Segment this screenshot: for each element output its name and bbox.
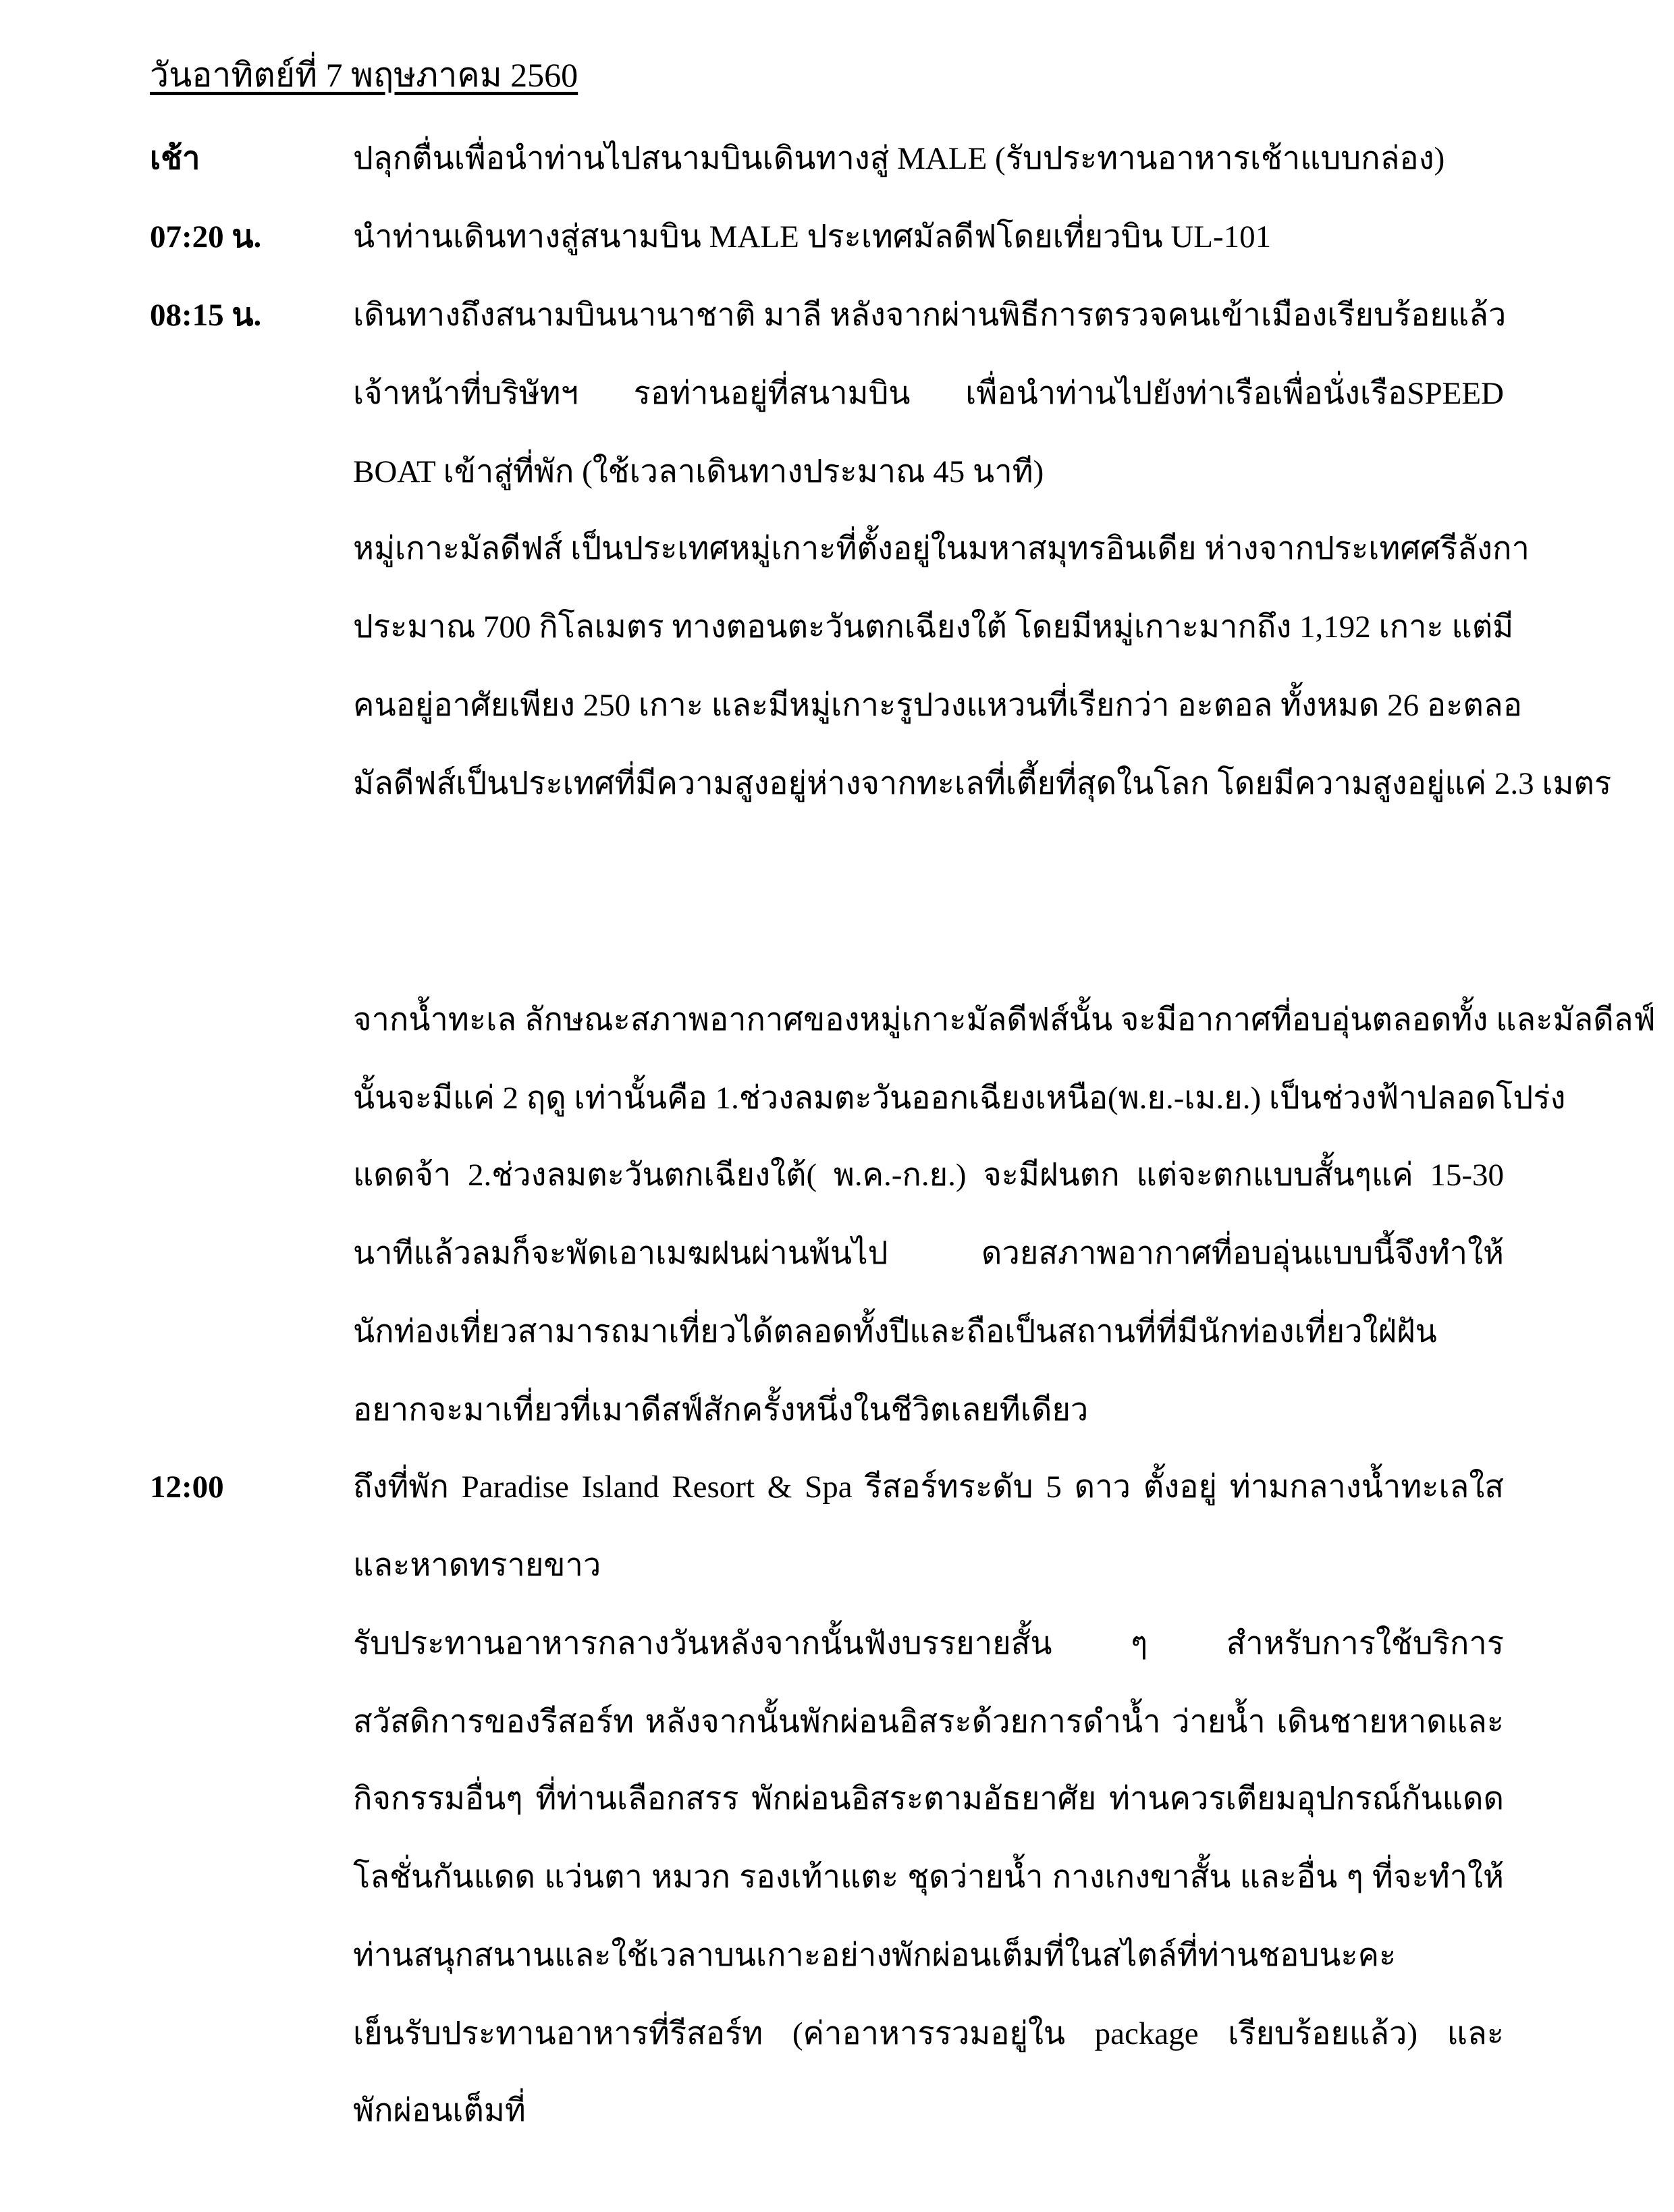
itinerary-line: นำท่านเดินทางสู่สนามบิน MALE ประเทศมัลดีฟโดยเที่ยวบิน UL-101	[353, 219, 1272, 254]
itinerary-line: ปลุกตื่นเพื่อนำท่านไปสนามบินเดินทางสู่ MALE (รับประทานอาหารเช้าแบบกล่อง)	[353, 141, 1445, 176]
itinerary-line: จากน้ำทะเล ลักษณะสภาพอากาศของหมู่เกาะมัลดีฟส์นั้น จะมีอากาศที่อบอุ่นตลอดทั้ง และมัลดีลฟ์	[353, 1002, 1656, 1037]
itinerary-line: BOAT เข้าสู่ที่พัก (ใช้เวลาเดินทางประมาณ 45 นาที)	[353, 454, 1044, 489]
itinerary-line: สวัสดิการของรีสอร์ท หลังจากนั้นพักผ่อนอิสระด้วยการดำน้ำ ว่ายน้ำ เดินชายหาดและ	[353, 1704, 1504, 1739]
itinerary-line: กิจกรรมอื่นๆ ที่ท่านเลือกสรร พักผ่อนอิสระตามอัธยาศัย ท่านควรเตียมอุปกรณ์กันแดด	[353, 1781, 1504, 1816]
itinerary-line: ท่านสนุกสนานและใช้เวลาบนเกาะอย่างพักผ่อนเต็มที่ในสไตล์ที่ท่านชอบนะคะ	[353, 1938, 1397, 1973]
time-label-0815: 08:15 น.	[150, 298, 262, 333]
day-heading: วันอาทิตย์ที่ 7 พฤษภาคม 2560	[150, 56, 578, 94]
itinerary-line: เจ้าหน้าที่บริษัทฯ รอท่านอยู่ที่สนามบิน เพื่อนำท่านไปยังท่าเรือเพื่อนั่งเรือSPEED	[353, 376, 1504, 411]
itinerary-line: โลชั่นกันแดด แว่นตา หมวก รองเท้าแตะ ชุดว่ายน้ำ กางเกงขาสั้น และอื่น ๆ ที่จะทำให้	[353, 1860, 1504, 1895]
itinerary-line: นักท่องเที่ยวสามารถมาเที่ยวได้ตลอดทั้งปีและถือเป็นสถานที่ที่มีนักท่องเที่ยวใฝ่ฝัน	[353, 1314, 1437, 1349]
itinerary-line: รับประทานอาหารกลางวันหลังจากนั้นฟังบรรยายสั้น ๆ สำหรับการใช้บริการ	[353, 1626, 1504, 1661]
time-label-0720: 07:20 น.	[150, 219, 262, 254]
itinerary-line: คนอยู่อาศัยเพียง 250 เกาะ และมีหมู่เกาะรูปวงแหวนที่เรียกว่า อะตอล ทั้งหมด 26 อะตลอ	[353, 688, 1522, 723]
time-label-1200: 12:00	[150, 1469, 224, 1505]
time-label-morning: เช้า	[150, 141, 200, 176]
itinerary-line: มัลดีฟส์เป็นประเทศที่มีความสูงอยู่ห่างจากทะเลที่เตี้ยที่สุดในโลก โดยมีความสูงอยู่แค่ 2.3 เมตร	[353, 766, 1612, 801]
itinerary-line: และหาดทรายขาว	[353, 1548, 601, 1583]
itinerary-line: นั้นจะมีแค่ 2 ฤดู เท่านั้นคือ 1.ช่วงลมตะวันออกเฉียงเหนือ(พ.ย.-เม.ย.) เป็นช่วงฟ้าปลอดโปร่ง	[353, 1081, 1566, 1116]
itinerary-line: เย็นรับประทานอาหารที่รีสอร์ท (ค่าอาหารรวมอยู่ใน package เรียบร้อยแล้ว) และ	[353, 2016, 1504, 2051]
itinerary-line: เดินทางถึงสนามบินนานาชาติ มาลี หลังจากผ่านพิธีการตรวจคนเข้าเมืองเรียบร้อยแล้ว	[353, 298, 1507, 333]
itinerary-line: ถึงที่พัก Paradise Island Resort & Spa รีสอร์ทระดับ 5 ดาว ตั้งอยู่ ท่ามกลางน้ำทะเลใส	[353, 1469, 1504, 1505]
itinerary-line: ประมาณ 700 กิโลเมตร ทางตอนตะวันตกเฉียงใต้ โดยมีหมู่เกาะมากถึง 1,192 เกาะ แต่มี	[353, 610, 1514, 645]
itinerary-line: หมู่เกาะมัลดีฟส์ เป็นประเทศหมู่เกาะที่ตั้งอยู่ในมหาสมุทรอินเดีย ห่างจากประเทศศรีลังกา	[353, 531, 1530, 566]
itinerary-line: แดดจ้า 2.ช่วงลมตะวันตกเฉียงใต้( พ.ค.-ก.ย.) จะมีฝนตก แต่จะตกแบบสั้นๆแค่ 15-30	[353, 1158, 1504, 1193]
itinerary-line: นาทีแล้วลมก็จะพัดเอาเมฆฝนผ่านพ้นไป ดวยสภาพอากาศที่อบอุ่นแบบนี้จึงทำให้	[353, 1236, 1504, 1271]
itinerary-line: อยากจะมาเที่ยวที่เมาดีสฟ์สักครั้งหนึ่งในชีวิตเลยทีเดียว	[353, 1393, 1089, 1428]
itinerary-line: พักผ่อนเต็มที่	[353, 2093, 526, 2128]
